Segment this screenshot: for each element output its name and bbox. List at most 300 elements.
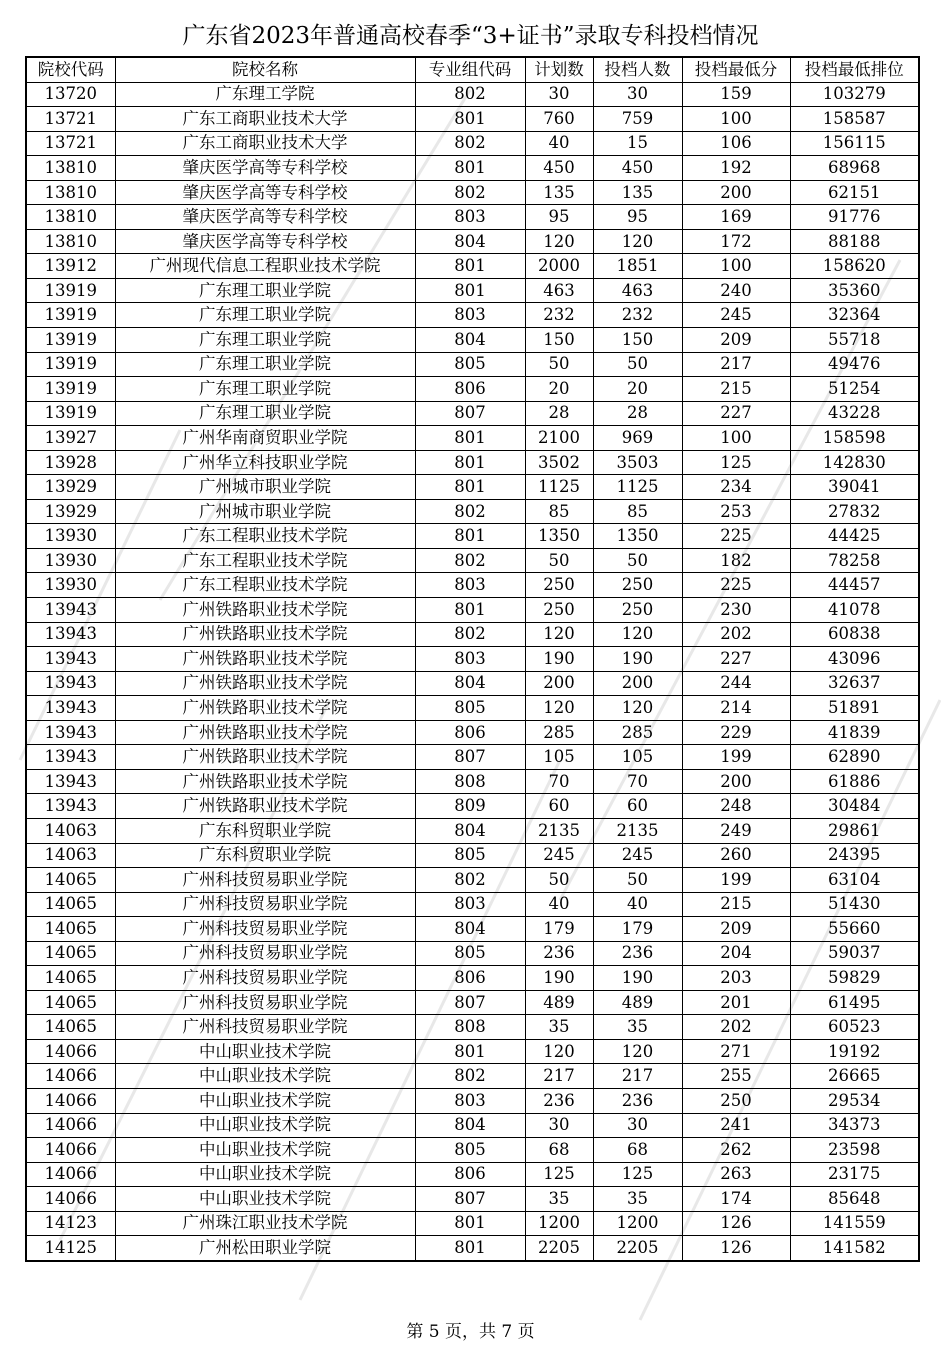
cell-school-name: 广东理工职业学院	[115, 278, 415, 303]
cell-admitted: 2205	[593, 1236, 682, 1261]
cell-school-code: 13930	[26, 573, 115, 598]
cell-plan: 190	[525, 647, 593, 672]
cell-plan: 120	[525, 696, 593, 721]
cell-min-rank: 78258	[790, 548, 919, 573]
cell-plan: 150	[525, 328, 593, 353]
cell-group-code: 802	[415, 82, 525, 107]
cell-plan: 1200	[525, 1211, 593, 1236]
cell-min-rank: 85648	[790, 1187, 919, 1212]
table-row	[26, 794, 919, 819]
cell-school-code: 14063	[26, 818, 115, 843]
cell-school-name: 中山职业技术学院	[115, 1162, 415, 1187]
cell-plan: 450	[525, 156, 593, 181]
cell-plan: 95	[525, 205, 593, 230]
cell-school-name: 中山职业技术学院	[115, 1064, 415, 1089]
cell-school-name: 广州铁路职业技术学院	[115, 794, 415, 819]
col-header-admitted: 投档人数	[593, 57, 682, 82]
cell-school-code: 13943	[26, 769, 115, 794]
cell-min-rank: 23175	[790, 1162, 919, 1187]
cell-admitted: 245	[593, 843, 682, 868]
cell-admitted: 125	[593, 1162, 682, 1187]
cell-group-code: 803	[415, 892, 525, 917]
cell-school-code: 13721	[26, 131, 115, 156]
col-header-min-score: 投档最低分	[682, 57, 790, 82]
cell-group-code: 803	[415, 647, 525, 672]
cell-admitted: 50	[593, 548, 682, 573]
cell-admitted: 1350	[593, 524, 682, 549]
cell-group-code: 801	[415, 278, 525, 303]
cell-school-name: 广东理工职业学院	[115, 303, 415, 328]
cell-admitted: 463	[593, 278, 682, 303]
cell-school-code: 13927	[26, 426, 115, 451]
cell-min-rank: 88188	[790, 229, 919, 254]
cell-admitted: 120	[593, 229, 682, 254]
cell-admitted: 95	[593, 205, 682, 230]
table-row	[26, 1187, 919, 1212]
cell-min-score: 106	[682, 131, 790, 156]
cell-admitted: 35	[593, 1015, 682, 1040]
cell-min-score: 199	[682, 868, 790, 893]
cell-min-score: 240	[682, 278, 790, 303]
cell-school-name: 广州铁路职业技术学院	[115, 598, 415, 623]
cell-admitted: 217	[593, 1064, 682, 1089]
cell-plan: 125	[525, 1162, 593, 1187]
cell-min-rank: 29534	[790, 1088, 919, 1113]
cell-group-code: 808	[415, 769, 525, 794]
cell-min-rank: 59829	[790, 966, 919, 991]
cell-min-score: 201	[682, 990, 790, 1015]
cell-school-name: 广东理工职业学院	[115, 377, 415, 402]
table-row	[26, 917, 919, 942]
cell-school-name: 广州铁路职业技术学院	[115, 745, 415, 770]
cell-min-score: 230	[682, 598, 790, 623]
cell-plan: 50	[525, 868, 593, 893]
cell-plan: 60	[525, 794, 593, 819]
cell-plan: 30	[525, 1113, 593, 1138]
admission-table	[25, 56, 920, 1262]
cell-admitted: 15	[593, 131, 682, 156]
cell-admitted: 120	[593, 1039, 682, 1064]
cell-min-rank: 158598	[790, 426, 919, 451]
table-row	[26, 696, 919, 721]
cell-plan: 2100	[525, 426, 593, 451]
cell-plan: 245	[525, 843, 593, 868]
cell-min-score: 253	[682, 499, 790, 524]
cell-admitted: 232	[593, 303, 682, 328]
cell-school-name: 广州科技贸易职业学院	[115, 941, 415, 966]
cell-school-code: 13929	[26, 475, 115, 500]
cell-min-score: 169	[682, 205, 790, 230]
cell-min-score: 244	[682, 671, 790, 696]
cell-school-name: 广州铁路职业技术学院	[115, 769, 415, 794]
cell-school-code: 14065	[26, 1015, 115, 1040]
cell-min-rank: 51891	[790, 696, 919, 721]
cell-school-code: 13919	[26, 352, 115, 377]
cell-group-code: 802	[415, 868, 525, 893]
table-row	[26, 205, 919, 230]
cell-admitted: 1125	[593, 475, 682, 500]
cell-plan: 30	[525, 82, 593, 107]
cell-min-rank: 60838	[790, 622, 919, 647]
cell-min-rank: 142830	[790, 450, 919, 475]
table-row	[26, 1015, 919, 1040]
table-row	[26, 303, 919, 328]
cell-school-code: 13720	[26, 82, 115, 107]
cell-group-code: 808	[415, 1015, 525, 1040]
cell-plan: 179	[525, 917, 593, 942]
cell-school-name: 肇庆医学高等专科学校	[115, 156, 415, 181]
cell-group-code: 801	[415, 107, 525, 132]
cell-school-name: 广州科技贸易职业学院	[115, 966, 415, 991]
cell-plan: 50	[525, 352, 593, 377]
table-row	[26, 107, 919, 132]
table-row	[26, 426, 919, 451]
cell-school-name: 广州科技贸易职业学院	[115, 892, 415, 917]
cell-plan: 250	[525, 598, 593, 623]
cell-group-code: 807	[415, 745, 525, 770]
cell-min-score: 202	[682, 622, 790, 647]
cell-group-code: 805	[415, 843, 525, 868]
table-row	[26, 966, 919, 991]
cell-school-name: 广东科贸职业学院	[115, 843, 415, 868]
cell-min-score: 204	[682, 941, 790, 966]
cell-plan: 1125	[525, 475, 593, 500]
cell-group-code: 806	[415, 377, 525, 402]
cell-min-score: 126	[682, 1211, 790, 1236]
cell-plan: 120	[525, 229, 593, 254]
cell-admitted: 135	[593, 180, 682, 205]
table-row	[26, 843, 919, 868]
cell-min-rank: 23598	[790, 1138, 919, 1163]
cell-min-rank: 30484	[790, 794, 919, 819]
cell-min-rank: 24395	[790, 843, 919, 868]
cell-min-rank: 156115	[790, 131, 919, 156]
cell-school-code: 14066	[26, 1088, 115, 1113]
cell-school-name: 广州松田职业学院	[115, 1236, 415, 1261]
cell-group-code: 805	[415, 1138, 525, 1163]
cell-group-code: 801	[415, 475, 525, 500]
cell-school-name: 广东工程职业技术学院	[115, 573, 415, 598]
cell-school-name: 广州城市职业学院	[115, 499, 415, 524]
cell-admitted: 2135	[593, 818, 682, 843]
table-row	[26, 745, 919, 770]
cell-min-score: 248	[682, 794, 790, 819]
cell-admitted: 3503	[593, 450, 682, 475]
cell-school-name: 肇庆医学高等专科学校	[115, 180, 415, 205]
cell-plan: 1350	[525, 524, 593, 549]
table-row	[26, 573, 919, 598]
cell-plan: 232	[525, 303, 593, 328]
cell-group-code: 801	[415, 598, 525, 623]
cell-min-rank: 55660	[790, 917, 919, 942]
cell-school-code: 14063	[26, 843, 115, 868]
cell-school-code: 13943	[26, 647, 115, 672]
table-row	[26, 769, 919, 794]
cell-min-score: 203	[682, 966, 790, 991]
cell-min-rank: 141559	[790, 1211, 919, 1236]
table-row	[26, 131, 919, 156]
cell-admitted: 285	[593, 720, 682, 745]
table-row	[26, 254, 919, 279]
cell-min-rank: 59037	[790, 941, 919, 966]
cell-school-code: 13943	[26, 696, 115, 721]
cell-group-code: 806	[415, 720, 525, 745]
cell-school-code: 13943	[26, 622, 115, 647]
cell-group-code: 804	[415, 229, 525, 254]
cell-school-code: 14066	[26, 1039, 115, 1064]
table-row	[26, 352, 919, 377]
cell-school-code: 14065	[26, 966, 115, 991]
cell-min-score: 260	[682, 843, 790, 868]
cell-school-code: 14065	[26, 941, 115, 966]
cell-school-code: 13929	[26, 499, 115, 524]
cell-school-code: 14066	[26, 1138, 115, 1163]
cell-min-rank: 91776	[790, 205, 919, 230]
cell-school-name: 广东工商职业技术大学	[115, 107, 415, 132]
cell-group-code: 806	[415, 966, 525, 991]
cell-min-score: 215	[682, 377, 790, 402]
cell-school-name: 广州现代信息工程职业技术学院	[115, 254, 415, 279]
cell-admitted: 236	[593, 1088, 682, 1113]
cell-school-code: 13912	[26, 254, 115, 279]
cell-group-code: 805	[415, 696, 525, 721]
cell-min-rank: 158620	[790, 254, 919, 279]
cell-min-rank: 61886	[790, 769, 919, 794]
cell-school-name: 中山职业技术学院	[115, 1039, 415, 1064]
cell-min-rank: 62890	[790, 745, 919, 770]
cell-min-rank: 61495	[790, 990, 919, 1015]
cell-admitted: 28	[593, 401, 682, 426]
cell-school-code: 13810	[26, 156, 115, 181]
cell-plan: 135	[525, 180, 593, 205]
cell-group-code: 803	[415, 205, 525, 230]
cell-min-score: 215	[682, 892, 790, 917]
col-header-school-code: 院校代码	[26, 57, 115, 82]
cell-group-code: 804	[415, 818, 525, 843]
cell-school-name: 广东工程职业技术学院	[115, 524, 415, 549]
table-row	[26, 1236, 919, 1261]
cell-school-code: 13721	[26, 107, 115, 132]
cell-school-name: 广东工商职业技术大学	[115, 131, 415, 156]
cell-school-name: 广东理工职业学院	[115, 328, 415, 353]
cell-school-code: 13810	[26, 180, 115, 205]
cell-plan: 105	[525, 745, 593, 770]
cell-admitted: 759	[593, 107, 682, 132]
cell-min-rank: 49476	[790, 352, 919, 377]
cell-group-code: 801	[415, 426, 525, 451]
cell-min-rank: 34373	[790, 1113, 919, 1138]
table-row	[26, 180, 919, 205]
cell-admitted: 70	[593, 769, 682, 794]
cell-school-name: 广东理工学院	[115, 82, 415, 107]
cell-group-code: 805	[415, 352, 525, 377]
cell-plan: 236	[525, 941, 593, 966]
cell-plan: 760	[525, 107, 593, 132]
cell-plan: 68	[525, 1138, 593, 1163]
cell-group-code: 803	[415, 1088, 525, 1113]
cell-min-score: 172	[682, 229, 790, 254]
table-row	[26, 671, 919, 696]
cell-admitted: 969	[593, 426, 682, 451]
table-row	[26, 229, 919, 254]
cell-group-code: 802	[415, 499, 525, 524]
cell-school-name: 广州科技贸易职业学院	[115, 868, 415, 893]
table-row	[26, 868, 919, 893]
cell-min-rank: 35360	[790, 278, 919, 303]
cell-school-name: 广州铁路职业技术学院	[115, 696, 415, 721]
cell-plan: 120	[525, 1039, 593, 1064]
cell-group-code: 803	[415, 303, 525, 328]
cell-school-code: 14065	[26, 990, 115, 1015]
cell-admitted: 105	[593, 745, 682, 770]
cell-plan: 2135	[525, 818, 593, 843]
cell-school-code: 14065	[26, 917, 115, 942]
cell-school-code: 13919	[26, 401, 115, 426]
cell-school-name: 广州华南商贸职业学院	[115, 426, 415, 451]
cell-min-score: 209	[682, 328, 790, 353]
col-header-plan: 计划数	[525, 57, 593, 82]
cell-school-code: 14065	[26, 892, 115, 917]
cell-min-rank: 41839	[790, 720, 919, 745]
cell-school-code: 13943	[26, 598, 115, 623]
cell-min-rank: 55718	[790, 328, 919, 353]
table-row	[26, 82, 919, 107]
cell-admitted: 250	[593, 573, 682, 598]
cell-school-name: 广东科贸职业学院	[115, 818, 415, 843]
cell-school-code: 13928	[26, 450, 115, 475]
cell-min-rank: 44457	[790, 573, 919, 598]
cell-admitted: 30	[593, 82, 682, 107]
cell-group-code: 802	[415, 548, 525, 573]
table-row	[26, 1039, 919, 1064]
cell-admitted: 1851	[593, 254, 682, 279]
table-row	[26, 548, 919, 573]
cell-plan: 250	[525, 573, 593, 598]
page-footer: 第 5 页，共 7 页	[406, 1322, 535, 1342]
table-row	[26, 598, 919, 623]
cell-min-score: 250	[682, 1088, 790, 1113]
cell-plan: 2000	[525, 254, 593, 279]
cell-group-code: 804	[415, 917, 525, 942]
cell-admitted: 489	[593, 990, 682, 1015]
cell-school-name: 中山职业技术学院	[115, 1088, 415, 1113]
cell-plan: 40	[525, 131, 593, 156]
cell-plan: 28	[525, 401, 593, 426]
table-row	[26, 941, 919, 966]
cell-group-code: 802	[415, 1064, 525, 1089]
cell-min-score: 262	[682, 1138, 790, 1163]
cell-plan: 85	[525, 499, 593, 524]
cell-group-code: 801	[415, 1236, 525, 1261]
cell-min-score: 234	[682, 475, 790, 500]
cell-school-name: 广州铁路职业技术学院	[115, 622, 415, 647]
cell-admitted: 85	[593, 499, 682, 524]
cell-school-code: 13919	[26, 303, 115, 328]
cell-group-code: 801	[415, 254, 525, 279]
page-title: 广东省2023年普通高校春季“3+证书”录取专科投档情况	[182, 23, 759, 49]
cell-admitted: 200	[593, 671, 682, 696]
cell-admitted: 60	[593, 794, 682, 819]
cell-min-score: 214	[682, 696, 790, 721]
table-row	[26, 1211, 919, 1236]
cell-group-code: 807	[415, 1187, 525, 1212]
cell-min-rank: 62151	[790, 180, 919, 205]
cell-min-score: 255	[682, 1064, 790, 1089]
cell-school-name: 广东理工职业学院	[115, 401, 415, 426]
cell-min-score: 229	[682, 720, 790, 745]
cell-group-code: 805	[415, 941, 525, 966]
cell-plan: 20	[525, 377, 593, 402]
cell-plan: 489	[525, 990, 593, 1015]
cell-plan: 236	[525, 1088, 593, 1113]
cell-min-score: 100	[682, 254, 790, 279]
cell-min-score: 100	[682, 426, 790, 451]
table-row	[26, 1088, 919, 1113]
cell-group-code: 809	[415, 794, 525, 819]
table-body	[26, 82, 919, 1261]
cell-min-rank: 32364	[790, 303, 919, 328]
cell-admitted: 179	[593, 917, 682, 942]
col-header-group-code: 专业组代码	[415, 57, 525, 82]
cell-min-score: 245	[682, 303, 790, 328]
cell-school-code: 13930	[26, 548, 115, 573]
cell-min-rank: 60523	[790, 1015, 919, 1040]
cell-school-name: 广东理工职业学院	[115, 352, 415, 377]
table-row	[26, 1162, 919, 1187]
cell-min-score: 225	[682, 524, 790, 549]
table-row	[26, 1064, 919, 1089]
cell-plan: 3502	[525, 450, 593, 475]
cell-school-code: 14066	[26, 1187, 115, 1212]
cell-school-code: 13810	[26, 229, 115, 254]
cell-plan: 50	[525, 548, 593, 573]
cell-school-name: 广州铁路职业技术学院	[115, 671, 415, 696]
table-row	[26, 475, 919, 500]
table-header-row	[26, 57, 919, 82]
cell-school-name: 广州科技贸易职业学院	[115, 1015, 415, 1040]
col-header-min-rank: 投档最低排位	[790, 57, 919, 82]
cell-min-score: 199	[682, 745, 790, 770]
cell-min-score: 126	[682, 1236, 790, 1261]
cell-school-name: 广州华立科技职业学院	[115, 450, 415, 475]
cell-plan: 190	[525, 966, 593, 991]
cell-min-rank: 19192	[790, 1039, 919, 1064]
cell-school-code: 13919	[26, 377, 115, 402]
cell-school-code: 13930	[26, 524, 115, 549]
table-row	[26, 377, 919, 402]
cell-school-code: 13943	[26, 794, 115, 819]
cell-admitted: 20	[593, 377, 682, 402]
cell-min-rank: 141582	[790, 1236, 919, 1261]
cell-admitted: 190	[593, 966, 682, 991]
cell-admitted: 250	[593, 598, 682, 623]
table-row	[26, 524, 919, 549]
cell-school-name: 广州铁路职业技术学院	[115, 647, 415, 672]
cell-min-rank: 51430	[790, 892, 919, 917]
cell-school-code: 13943	[26, 745, 115, 770]
cell-plan: 40	[525, 892, 593, 917]
table-row	[26, 720, 919, 745]
cell-min-rank: 63104	[790, 868, 919, 893]
cell-school-name: 中山职业技术学院	[115, 1113, 415, 1138]
table-row	[26, 892, 919, 917]
cell-school-code: 13943	[26, 720, 115, 745]
cell-school-code: 14065	[26, 868, 115, 893]
cell-min-rank: 51254	[790, 377, 919, 402]
cell-admitted: 190	[593, 647, 682, 672]
cell-admitted: 30	[593, 1113, 682, 1138]
cell-min-score: 125	[682, 450, 790, 475]
